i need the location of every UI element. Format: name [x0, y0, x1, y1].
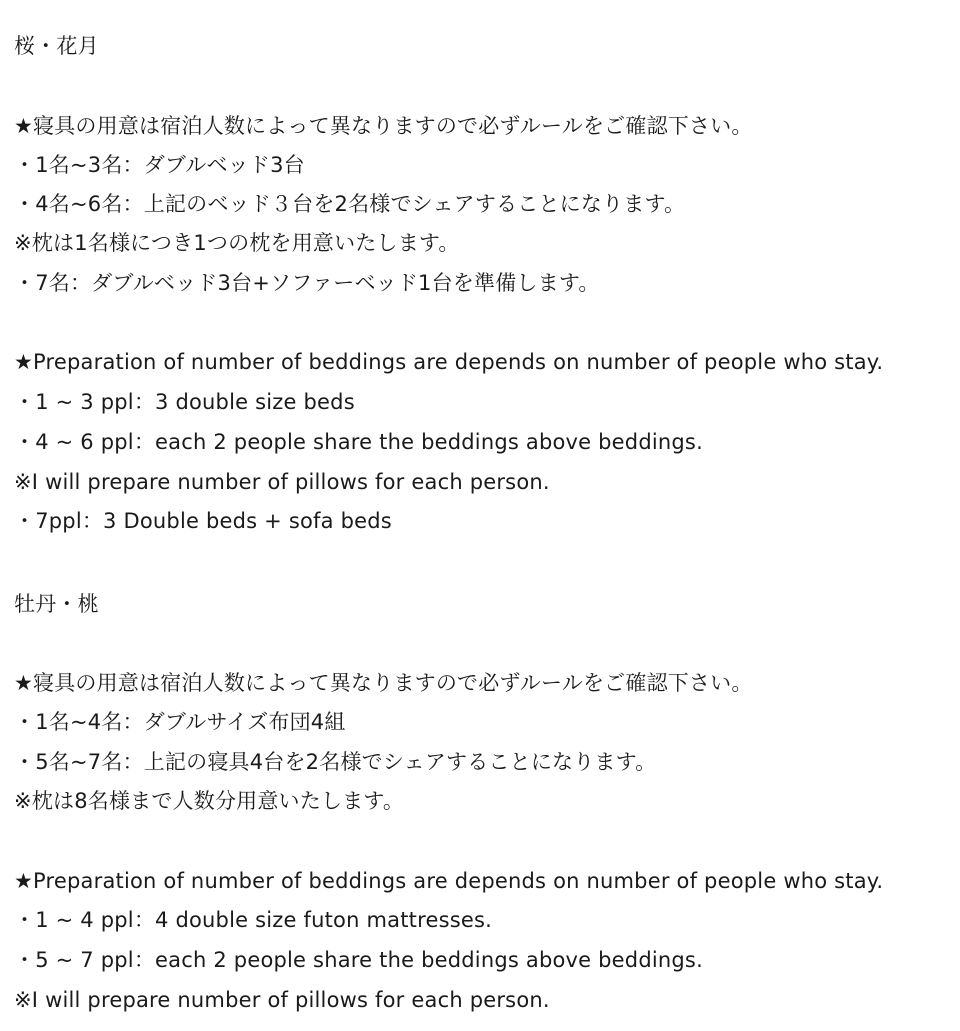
section-heading-botan-momo: 牡丹・桃 [14, 592, 99, 616]
jp-rule-title: ★寝具の用意は宿泊人数によって異なりますので必ずルールをご確認下さい。 [14, 114, 753, 138]
jp-rule-item: ・1名~3名：ダブルベッド3台 [14, 153, 305, 177]
jp-rule-item: ・1名~4名：ダブルサイズ布団4組 [14, 710, 346, 734]
jp-rule-item: ・5名~7名：上記の寝具4台を2名様でシェアすることになります。 [14, 750, 657, 774]
en-rule-item: ・7ppl：3 Double beds + sofa beds [14, 509, 392, 533]
en-rule-note: ※I will prepare number of pillows for each person. [14, 470, 550, 494]
en-rule-item: ・1 ~ 3 ppl：3 double size beds [14, 390, 355, 414]
en-rule-title: ★Preparation of number of beddings are depends on number of people who stay. [14, 350, 884, 374]
en-rule-item: ・1 ~ 4 ppl：4 double size futon mattresses. [14, 908, 492, 932]
jp-rule-note: ※枕は8名様まで人数分用意いたします。 [14, 789, 405, 813]
en-rule-item: ・4 ~ 6 ppl：each 2 people share the beddings above beddings. [14, 430, 703, 454]
en-rule-note: ※I will prepare number of pillows for each person. [14, 988, 550, 1012]
jp-rule-title: ★寝具の用意は宿泊人数によって異なりますので必ずルールをご確認下さい。 [14, 671, 753, 695]
en-rule-title: ★Preparation of number of beddings are depends on number of people who stay. [14, 869, 884, 893]
jp-rule-item: ・4名~6名：上記のベッド３台を2名様でシェアすることになります。 [14, 192, 686, 216]
jp-rule-note: ※枕は1名様につき1つの枕を用意いたします。 [14, 231, 460, 255]
jp-rule-item: ・7名：ダブルベッド3台+ソファーベッド1台を準備します。 [14, 271, 600, 295]
en-rule-item: ・5 ~ 7 ppl：each 2 people share the beddings above beddings. [14, 948, 703, 972]
section-heading-sakura-kagetsu: 桜・花月 [14, 34, 99, 58]
